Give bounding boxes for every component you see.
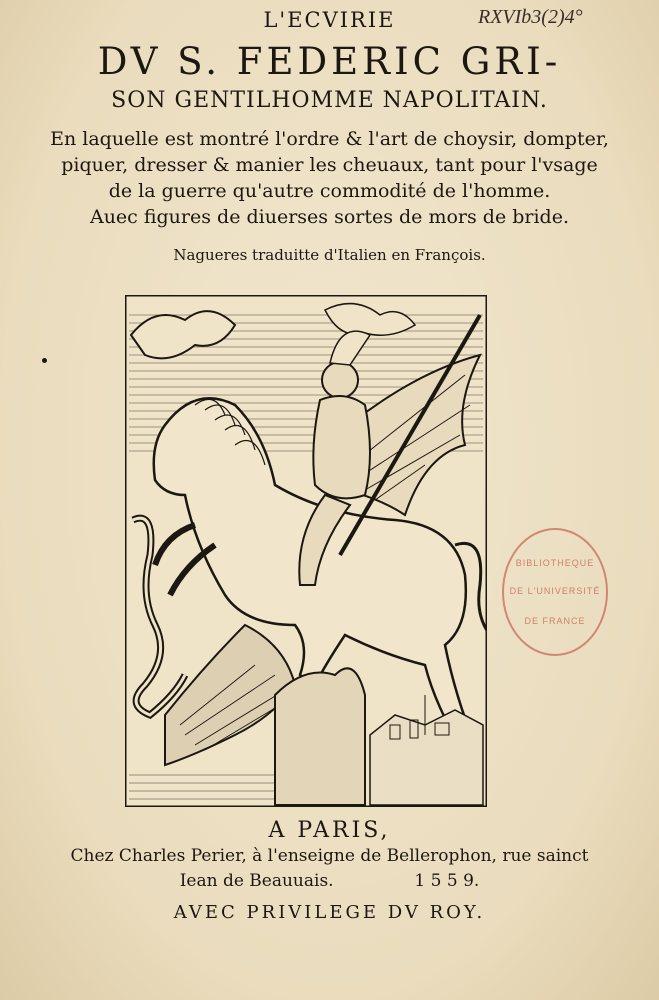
privilege-notice: AVEC PRIVILEGE DV ROY. [173,902,486,923]
description-line-2: piquer, dresser & manier les cheuaux, tant pour l'vsage [61,154,598,176]
library-stamp [502,528,608,656]
description-line-4: Auec figures de diuerses sortes de mors de bride. [89,206,570,228]
handwritten-shelfmark: RXVIb3(2)4° [478,6,583,28]
imprint-year: 1 5 5 9. [414,871,480,891]
stamp-line-1: BIBLIOTHEQUE [515,558,595,568]
imprint-street-and-year [0,871,659,891]
ink-dot [42,358,47,363]
title-line-3: SON GENTILHOMME NAPOLITAIN. [111,88,548,113]
woodcut-illustration [125,295,487,807]
imprint-printer: Chez Charles Perier, à l'enseigne de Bellerophon, rue sainct [70,846,589,866]
description-line-1: En laquelle est montré l'ordre & l'art de choysir, dompter, [50,128,609,150]
imprint-street: Iean de Beauuais. [179,871,334,891]
title-line-2: DV S. FEDERIC GRI- [97,40,562,83]
stamp-line-3: DE FRANCE [524,616,586,626]
stamp-line-2: DE L'UNIVERSITÉ [509,586,601,596]
title-line-1: L'ECVIRIE [263,8,396,32]
description-line-3: de la guerre qu'autre commodité de l'homme. [108,180,551,202]
imprint-city: A PARIS, [268,818,391,843]
translation-note: Nagueres traduitte d'Italien en François. [173,246,486,264]
